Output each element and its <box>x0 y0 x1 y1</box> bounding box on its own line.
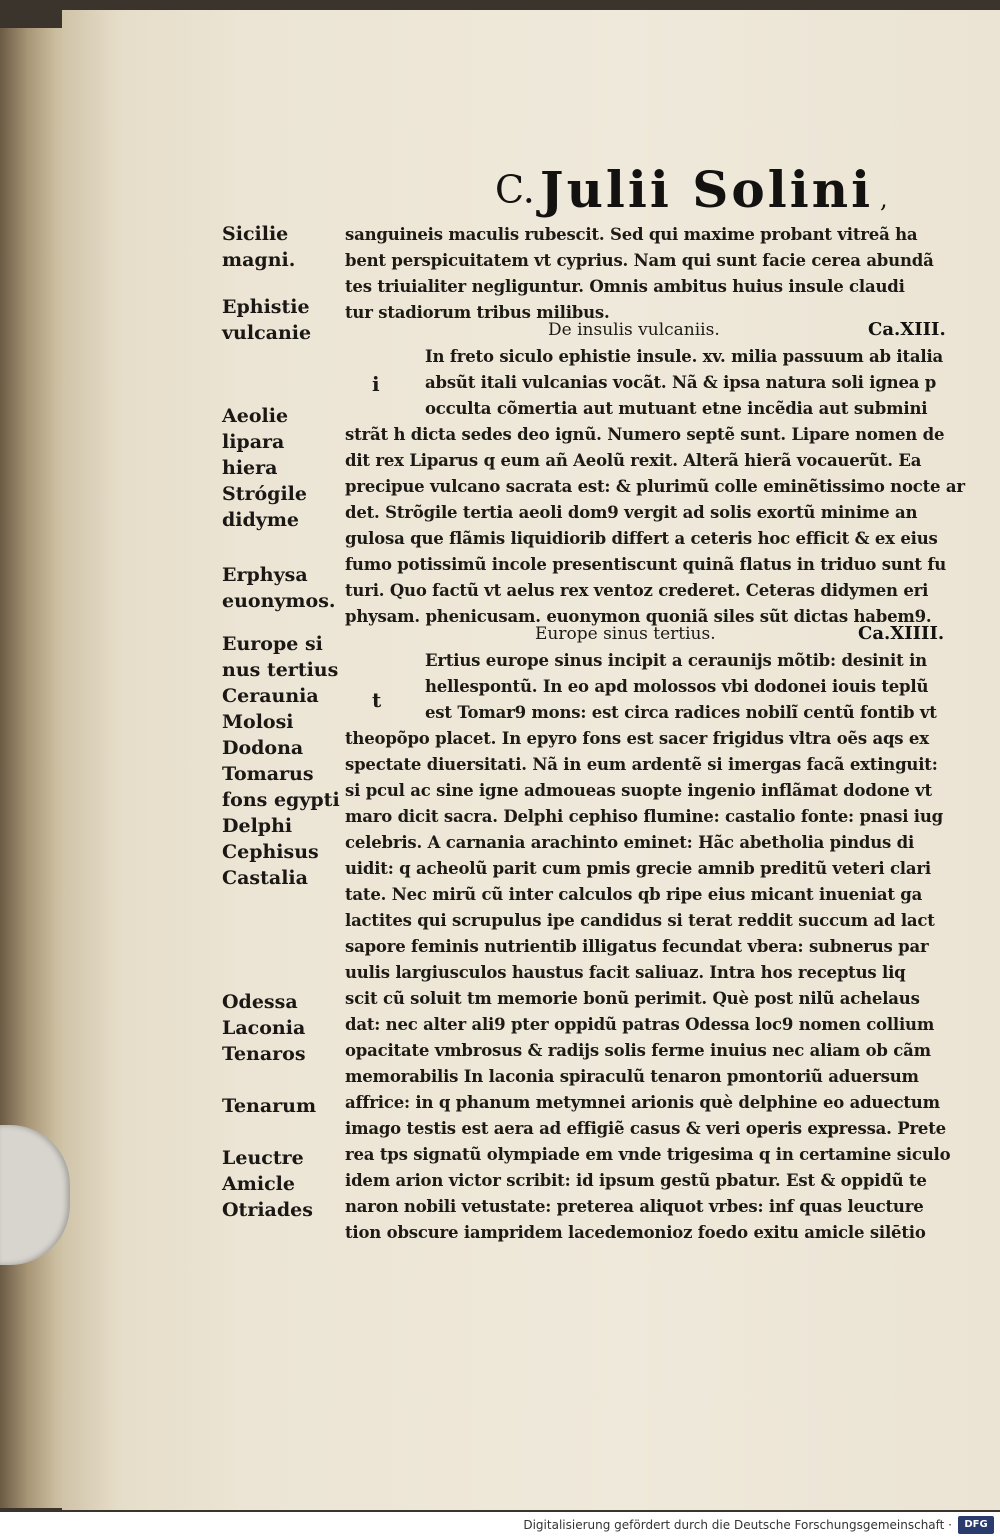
text-line: physam. phenicusam. euonymon quoniã siles sũt dictas habem9. <box>345 607 932 626</box>
margin-note: Cephisus <box>222 841 319 863</box>
text-line: fumo potissimũ incole presentiscunt quinã flatus in triduo sunt fu <box>345 555 947 574</box>
margin-note: magni. <box>222 249 296 271</box>
text-line: si pcul ac sine igne admoueas suopte ingenio inflãmat dodone vt <box>345 781 932 800</box>
margin-note: Amicle <box>222 1173 295 1195</box>
text-line: det. Strõgile tertia aeoli dom9 vergit ad solis exortũ minime an <box>345 503 918 522</box>
margin-note: Laconia <box>222 1017 306 1039</box>
text-line: tion obscure iampridem lacedemonioz foedo exitu amicle silētio <box>345 1223 926 1242</box>
margin-note: didyme <box>222 509 300 531</box>
header-prefix: C. <box>495 167 535 212</box>
running-header <box>495 160 888 222</box>
text-line: lactites qui scrupulus ipe candidus si terat reddit succum ad lact <box>345 911 935 930</box>
margin-note: Castalia <box>222 867 308 889</box>
text-line: imago testis est aera ad effigiẽ casus & veri operis expressa. Prete <box>345 1119 946 1138</box>
text-line: tate. Nec mirũ cũ inter calculos qb ripe eius micant inueniat ga <box>345 885 923 904</box>
text-line: sapore feminis nutrientib illigatus fecundat vbera: subnerus par <box>345 937 929 956</box>
dfg-logo-icon: DFG <box>958 1516 994 1534</box>
text-line: sanguineis maculis rubescit. Sed qui maxime probant vitreã ha <box>345 225 918 244</box>
text-line: celebris. A carnania arachinto eminet: Hãc abetholia pindus di <box>345 833 915 852</box>
margin-note: Ephistie <box>222 296 310 318</box>
text-line: occulta cõmertia aut mutuant etne incẽdia aut submini <box>425 399 928 418</box>
text-line: rea tps signatũ olympiade em vnde trigesima q in certamine siculo <box>345 1145 951 1164</box>
margin-note: Delphi <box>222 815 293 837</box>
margin-note: Molosi <box>222 711 294 733</box>
margin-note: Ceraunia <box>222 685 319 707</box>
text-line: precipue vulcano sacrata est: & plurimũ colle eminẽtissimo nocte ar <box>345 477 965 496</box>
text-line: In freto siculo ephistie insule. xv. milia passuum ab italia <box>425 347 943 366</box>
margin-note: Tomarus <box>222 763 314 785</box>
margin-note: Erphysa <box>222 564 308 586</box>
text-line: uulis largiusculos haustus facit saliuaz. Intra hos receptus liq <box>345 963 906 982</box>
text-line: dit rex Liparus q eum añ Aeolũ rexit. Alterã hierã vocauerũt. Ea <box>345 451 922 470</box>
text-line: gulosa que flãmis liquidiorib differt a ceteris hoc efficit & ex eius <box>345 529 938 548</box>
margin-note: Tenarum <box>222 1095 317 1117</box>
text-line: memorabilis In laconia spiraculũ tenaron pmontoriũ aduersum <box>345 1067 919 1086</box>
text-line: est Tomar9 mons: est circa radices nobilĩ centũ fontib vt <box>425 703 937 722</box>
margin-note: Tenaros <box>222 1043 306 1065</box>
text-line: spectate diuersitati. Nã in eum ardentẽ si imergas facã extinguit: <box>345 755 938 774</box>
text-line: idem arion victor scribit: id ipsum gestũ pbatur. Est & oppidũ te <box>345 1171 927 1190</box>
text-line: tes triuialiter negliguntur. Omnis ambitus huius insule claudi <box>345 277 905 296</box>
margin-note: nus tertius <box>222 659 339 681</box>
text-line: absũt itali vulcanias vocãt. Nã & ipsa natura soli ignea p <box>425 373 937 392</box>
text-line: opacitate vmbrosus & radijs solis ferme inuius nec aliam ob cãm <box>345 1041 931 1060</box>
section-heading: De insulis vulcaniis. <box>548 320 720 340</box>
margin-note: Dodona <box>222 737 304 759</box>
margin-note: Aeolie <box>222 405 289 427</box>
text-line: tur stadiorum tribus milibus. <box>345 303 610 322</box>
margin-note: lipara <box>222 431 285 453</box>
text-line: uidit: q acheolũ parit cum pmis grecie amnib preditũ veteri clari <box>345 859 931 878</box>
text-line: scit cũ soluit tm memorie bonũ perimit. Què post nilũ achelaus <box>345 989 920 1008</box>
text-line: hellespontũ. In eo apd molossos vbi dodonei iouis teplũ <box>425 677 929 696</box>
margin-note: Odessa <box>222 991 298 1013</box>
margin-note: Europe si <box>222 633 323 655</box>
initial-guide-letter: i <box>372 372 380 396</box>
chapter-label: Ca.XIIII. <box>858 623 945 644</box>
margin-note: hiera <box>222 457 278 479</box>
chapter-label: Ca.XIII. <box>868 319 946 340</box>
text-line: affrice: in q phanum metymnei arionis què delphine eo aduectum <box>345 1093 940 1112</box>
section-heading: Europe sinus tertius. <box>535 624 716 644</box>
margin-note: Otriades <box>222 1199 313 1221</box>
margin-note: fons egypti <box>222 789 340 811</box>
margin-note: euonymos. <box>222 590 336 612</box>
footer-bar <box>0 1512 1000 1539</box>
initial-guide-letter: t <box>372 688 382 712</box>
header-title: Julii Solini <box>539 160 874 219</box>
header-mark: , <box>880 185 888 213</box>
text-line: theopõpo placet. In epyro fons est sacer frigidus vltra oẽs aqs ex <box>345 729 929 748</box>
text-line: bent perspicuitatem vt cyprius. Nam qui sunt facie cerea abundã <box>345 251 934 270</box>
margin-note: Leuctre <box>222 1147 304 1169</box>
margin-note: Sicilie <box>222 223 289 245</box>
text-line: Ertius europe sinus incipit a ceraunijs mõtib: desinit in <box>425 651 927 670</box>
text-line: strãt h dicta sedes deo ignũ. Numero septẽ sunt. Lipare nomen de <box>345 425 945 444</box>
text-line: turi. Quo factũ vt aelus rex ventoz crederet. Ceteras didymen eri <box>345 581 929 600</box>
text-line: dat: nec alter ali9 pter oppidũ patras Odessa loc9 nomen collium <box>345 1015 935 1034</box>
margin-note: vulcanie <box>222 322 312 344</box>
margin-note: Strógile <box>222 483 307 505</box>
text-line: maro dicit sacra. Delphi cephiso flumine: castalio fonte: pnasi iug <box>345 807 944 826</box>
text-line: naron nobili vetustate: preterea aliquot vrbes: inf quas leucture <box>345 1197 924 1216</box>
funding-notice: Digitalisierung gefördert durch die Deutsche Forschungsgemeinschaft · <box>523 1518 952 1532</box>
